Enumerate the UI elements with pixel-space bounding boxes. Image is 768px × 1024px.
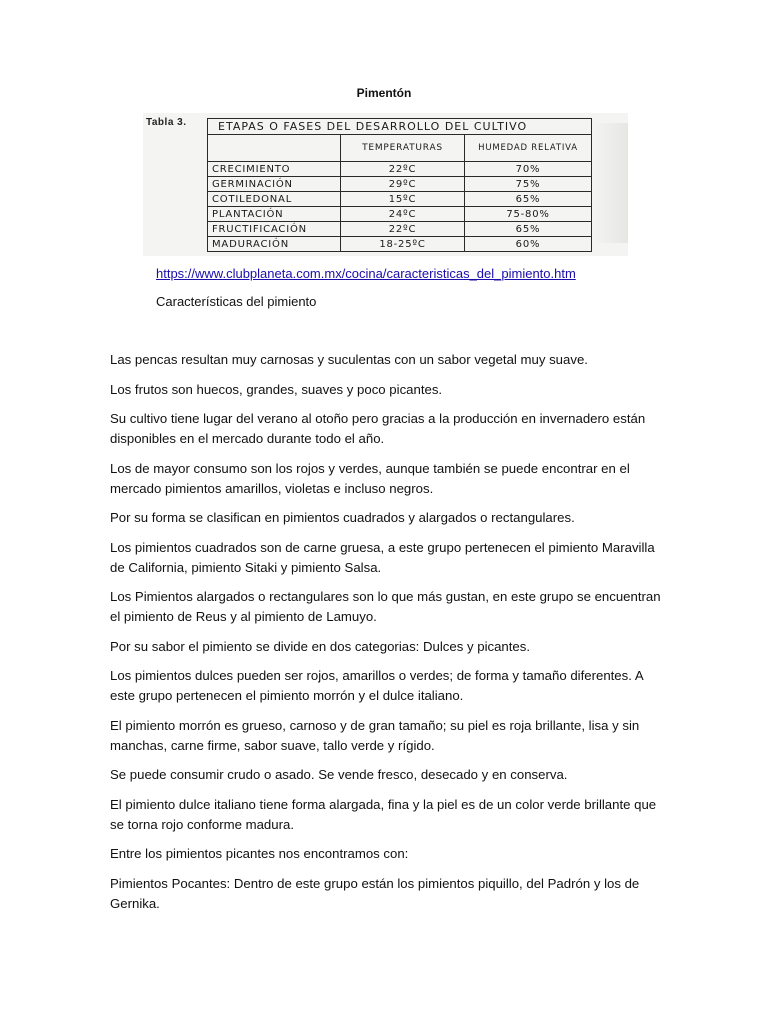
- column-header-stage: [208, 135, 341, 162]
- table-label: Tabla 3.: [146, 117, 187, 128]
- paragraph: El pimiento dulce italiano tiene forma alargada, fina y la piel es de un color verde brillante que se torna rojo conforme madura.: [110, 796, 657, 832]
- stage-cell: COTILEDONAL: [208, 192, 341, 207]
- temperature-cell: 22ºC: [341, 162, 465, 177]
- scanned-table-image: [143, 113, 628, 256]
- table-row: [208, 177, 592, 192]
- paragraph: Los de mayor consumo son los rojos y verdes, aunque también se puede encontrar en el mercado pimientos amarillos, violetas e incluso negros.: [110, 460, 630, 496]
- scan-bleed-area: [592, 123, 628, 243]
- table-title-row: [208, 119, 592, 135]
- table-row: [208, 207, 592, 222]
- temperature-cell: 29ºC: [341, 177, 465, 192]
- cultivation-stages-table: [207, 118, 592, 252]
- paragraph: Por su sabor el pimiento se divide en dos categorias: Dulces y picantes.: [110, 638, 531, 654]
- stage-cell: GERMINACIÓN: [208, 177, 341, 192]
- humidity-cell: 70%: [465, 162, 592, 177]
- body-text: [110, 350, 670, 923]
- column-header-humidity: HUMEDAD RELATIVA: [465, 135, 592, 162]
- humidity-cell: 65%: [465, 222, 592, 237]
- column-header-temperature: TEMPERATURAS: [341, 135, 465, 162]
- temperature-cell: 15ºC: [341, 192, 465, 207]
- paragraph: Los pimientos dulces pueden ser rojos, amarillos o verdes; de forma y tamaño diferentes. A este grupo pertenecen el pimiento morrón y el dulce italiano.: [110, 668, 643, 703]
- stage-cell: MADURACIÓN: [208, 237, 341, 252]
- stage-cell: FRUCTIFICACIÓN: [208, 222, 341, 237]
- page-title: Pimentón: [356, 86, 412, 100]
- paragraph: Entre los pimientos picantes nos encontramos con:: [110, 846, 409, 861]
- humidity-cell: 75%: [465, 177, 592, 192]
- paragraph: Los frutos son huecos, grandes, suaves y poco picantes.: [110, 381, 443, 397]
- source-link[interactable]: https://www.clubplaneta.com.mx/cocina/caracteristicas_del_pimiento.htm: [156, 266, 576, 281]
- paragraph: El pimiento morrón es grueso, carnoso y de gran tamaño; su piel es roja brillante, lisa y sin manchas, carne firme, sabor suave, tallo verde y rígido.: [110, 717, 640, 753]
- paragraph: Las pencas resultan muy carnosas y suculentas con un sabor vegetal muy suave.: [110, 352, 588, 367]
- paragraph: Pimientos Pocantes: Dentro de este grupo están los pimientos piquillo, del Padrón y los de Gernika.: [110, 875, 640, 911]
- paragraph: Los Pimientos alargados o rectangulares son lo que más gustan, en este grupo se encuentran el pimiento de Reus y al pimiento de Lamuyo.: [110, 589, 661, 624]
- humidity-cell: 65%: [465, 192, 592, 207]
- humidity-cell: 60%: [465, 237, 592, 252]
- paragraph: Por su forma se clasifican en pimientos cuadrados y alargados o rectangulares.: [110, 510, 575, 525]
- stage-cell: CRECIMIENTO: [208, 162, 341, 177]
- table-main-header: ETAPAS O FASES DEL DESARROLLO DEL CULTIVO: [208, 119, 592, 135]
- paragraph: Los pimientos cuadrados son de carne gruesa, a este grupo pertenecen el pimiento Maravilla de California, pimiento Sitaki y pimiento Salsa.: [110, 539, 655, 575]
- table-row: [208, 162, 592, 177]
- table-row: [208, 192, 592, 207]
- table-row: [208, 222, 592, 237]
- temperature-cell: 24ºC: [341, 207, 465, 222]
- humidity-cell: 75-80%: [465, 207, 592, 222]
- temperature-cell: 22ºC: [341, 222, 465, 237]
- table-header-row: [208, 135, 592, 162]
- paragraph: Su cultivo tiene lugar del verano al otoño pero gracias a la producción en invernadero están disponibles en el mercado durante todo el año.: [110, 411, 646, 446]
- temperature-cell: 18-25ºC: [341, 237, 465, 252]
- paragraph: Se puede consumir crudo o asado. Se vende fresco, desecado y en conserva.: [110, 767, 568, 782]
- stage-cell: PLANTACIÓN: [208, 207, 341, 222]
- table-row: [208, 237, 592, 252]
- section-subtitle: Características del pimiento: [156, 294, 317, 309]
